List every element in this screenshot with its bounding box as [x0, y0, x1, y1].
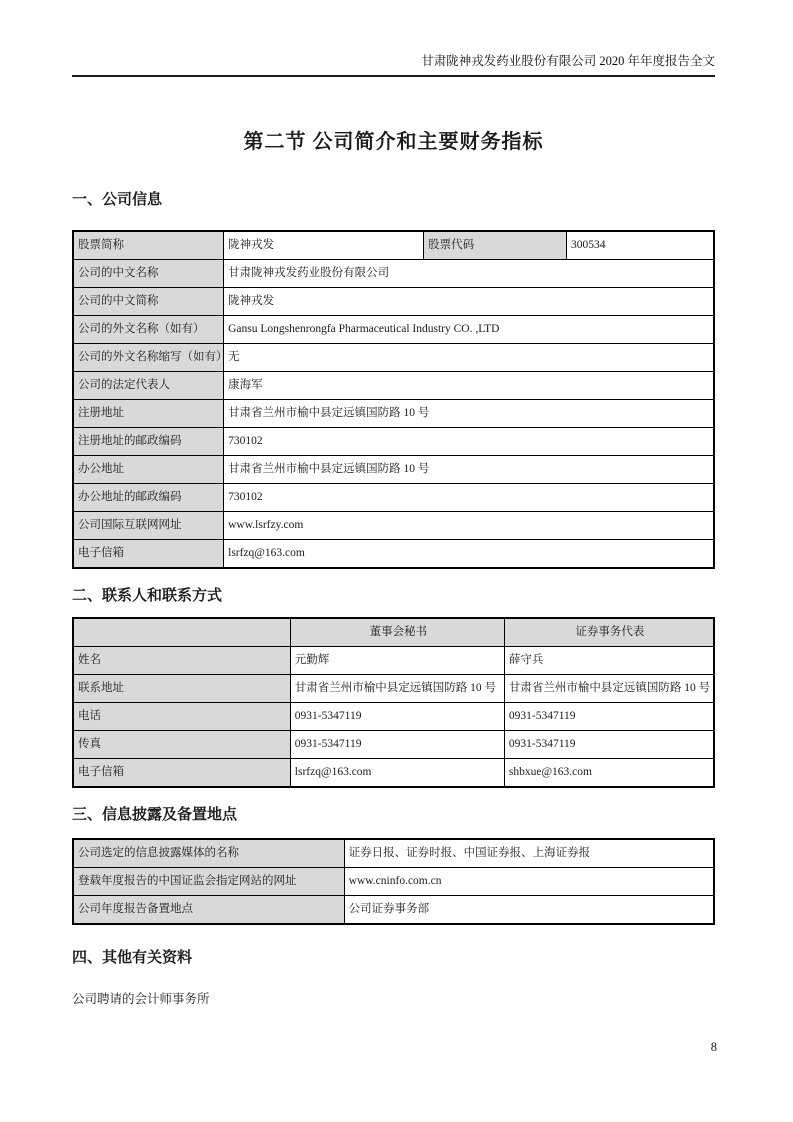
table-value-cell: lsrfzq@163.com — [290, 759, 504, 788]
table-label-cell: 办公地址的邮政编码 — [73, 484, 224, 512]
table-label-cell: 登载年度报告的中国证监会指定网站的网址 — [73, 868, 344, 896]
table-label-cell: 电子信箱 — [73, 759, 290, 788]
table-label-cell: 办公地址 — [73, 456, 224, 484]
table-label-cell: 姓名 — [73, 647, 290, 675]
table-row — [73, 456, 714, 484]
table-label-cell: 电话 — [73, 703, 290, 731]
table-value-cell: 0931-5347119 — [504, 703, 714, 731]
table-row — [73, 703, 714, 731]
table-row — [73, 260, 714, 288]
table-row — [73, 484, 714, 512]
table-value-cell: www.lsrfzy.com — [224, 512, 714, 540]
table-value-cell: 陇神戎发 — [224, 288, 714, 316]
disclosure-table — [72, 838, 715, 925]
table-value-cell: 元勤辉 — [290, 647, 504, 675]
section-heading-disclosure: 三、信息披露及备置地点 — [72, 807, 238, 823]
table-label-cell: 股票代码 — [424, 231, 567, 260]
table-value-cell: 0931-5347119 — [290, 703, 504, 731]
table-row — [73, 540, 714, 569]
table-row — [73, 400, 714, 428]
section-heading-other-info: 四、其他有关资料 — [72, 950, 193, 966]
table-label-cell — [73, 618, 290, 647]
table-row — [73, 372, 714, 400]
table-value-cell: 0931-5347119 — [290, 731, 504, 759]
table-label-cell: 注册地址的邮政编码 — [73, 428, 224, 456]
table-label-cell: 公司的中文简称 — [73, 288, 224, 316]
table-value-cell: 公司证券事务部 — [344, 896, 714, 925]
table-value-cell: 无 — [224, 344, 714, 372]
table-label-cell: 联系地址 — [73, 675, 290, 703]
table-label-cell: 股票简称 — [73, 231, 224, 260]
table-label-cell: 公司年度报告备置地点 — [73, 896, 344, 925]
table-value-cell: Gansu Longshenrongfa Pharmaceutical Industry CO. ,LTD — [224, 316, 714, 344]
table-row — [73, 428, 714, 456]
table-value-cell: lsrfzq@163.com — [224, 540, 714, 569]
table-row — [73, 618, 714, 647]
table-value-cell: shbxue@163.com — [504, 759, 714, 788]
table-value-cell: 730102 — [224, 428, 714, 456]
section-heading-company-info: 一、公司信息 — [72, 192, 163, 208]
table-value-cell: 康海军 — [224, 372, 714, 400]
table-row — [73, 288, 714, 316]
table-row — [73, 731, 714, 759]
table-value-cell: 薛守兵 — [504, 647, 714, 675]
table-label-cell: 董事会秘书 — [290, 618, 504, 647]
table-row — [73, 868, 714, 896]
table-label-cell: 公司的中文名称 — [73, 260, 224, 288]
page-number: 8 — [710, 1040, 717, 1054]
table-value-cell: 0931-5347119 — [504, 731, 714, 759]
running-header-text: 甘肃陇神戎发药业股份有限公司 2020 年年度报告全文 — [421, 54, 715, 68]
table-label-cell: 公司的外文名称缩写（如有） — [73, 344, 224, 372]
table-label-cell: 证券事务代表 — [504, 618, 714, 647]
contacts-table — [72, 617, 715, 788]
table-label-cell: 公司的法定代表人 — [73, 372, 224, 400]
table-label-cell: 传真 — [73, 731, 290, 759]
table-label-cell: 注册地址 — [73, 400, 224, 428]
section-heading-contacts: 二、联系人和联系方式 — [72, 588, 223, 604]
table-label-cell: 电子信箱 — [73, 540, 224, 569]
table-row — [73, 231, 714, 260]
table-value-cell: 证券日报、证券时报、中国证券报、上海证券报 — [344, 839, 714, 868]
table-label-cell: 公司选定的信息披露媒体的名称 — [73, 839, 344, 868]
accounting-firm-paragraph: 公司聘请的会计师事务所 — [72, 992, 210, 1006]
table-row — [73, 839, 714, 868]
table-row — [73, 896, 714, 925]
table-value-cell: www.cninfo.com.cn — [344, 868, 714, 896]
table-value-cell: 甘肃陇神戎发药业股份有限公司 — [224, 260, 714, 288]
table-row — [73, 647, 714, 675]
company-info-table — [72, 230, 715, 569]
table-label-cell: 公司国际互联网网址 — [73, 512, 224, 540]
table-row — [73, 759, 714, 788]
table-value-cell: 陇神戎发 — [224, 231, 424, 260]
table-value-cell: 甘肃省兰州市榆中县定远镇国防路 10 号 — [290, 675, 504, 703]
table-value-cell: 甘肃省兰州市榆中县定远镇国防路 10 号 — [504, 675, 714, 703]
table-label-cell: 公司的外文名称（如有） — [73, 316, 224, 344]
table-row — [73, 316, 714, 344]
chapter-title: 第二节 公司简介和主要财务指标 — [243, 131, 544, 153]
table-value-cell: 甘肃省兰州市榆中县定远镇国防路 10 号 — [224, 456, 714, 484]
table-row — [73, 512, 714, 540]
table-value-cell: 730102 — [224, 484, 714, 512]
table-row — [73, 675, 714, 703]
table-row — [73, 344, 714, 372]
table-value-cell: 300534 — [567, 231, 714, 260]
table-value-cell: 甘肃省兰州市榆中县定远镇国防路 10 号 — [224, 400, 714, 428]
running-header — [72, 0, 715, 77]
